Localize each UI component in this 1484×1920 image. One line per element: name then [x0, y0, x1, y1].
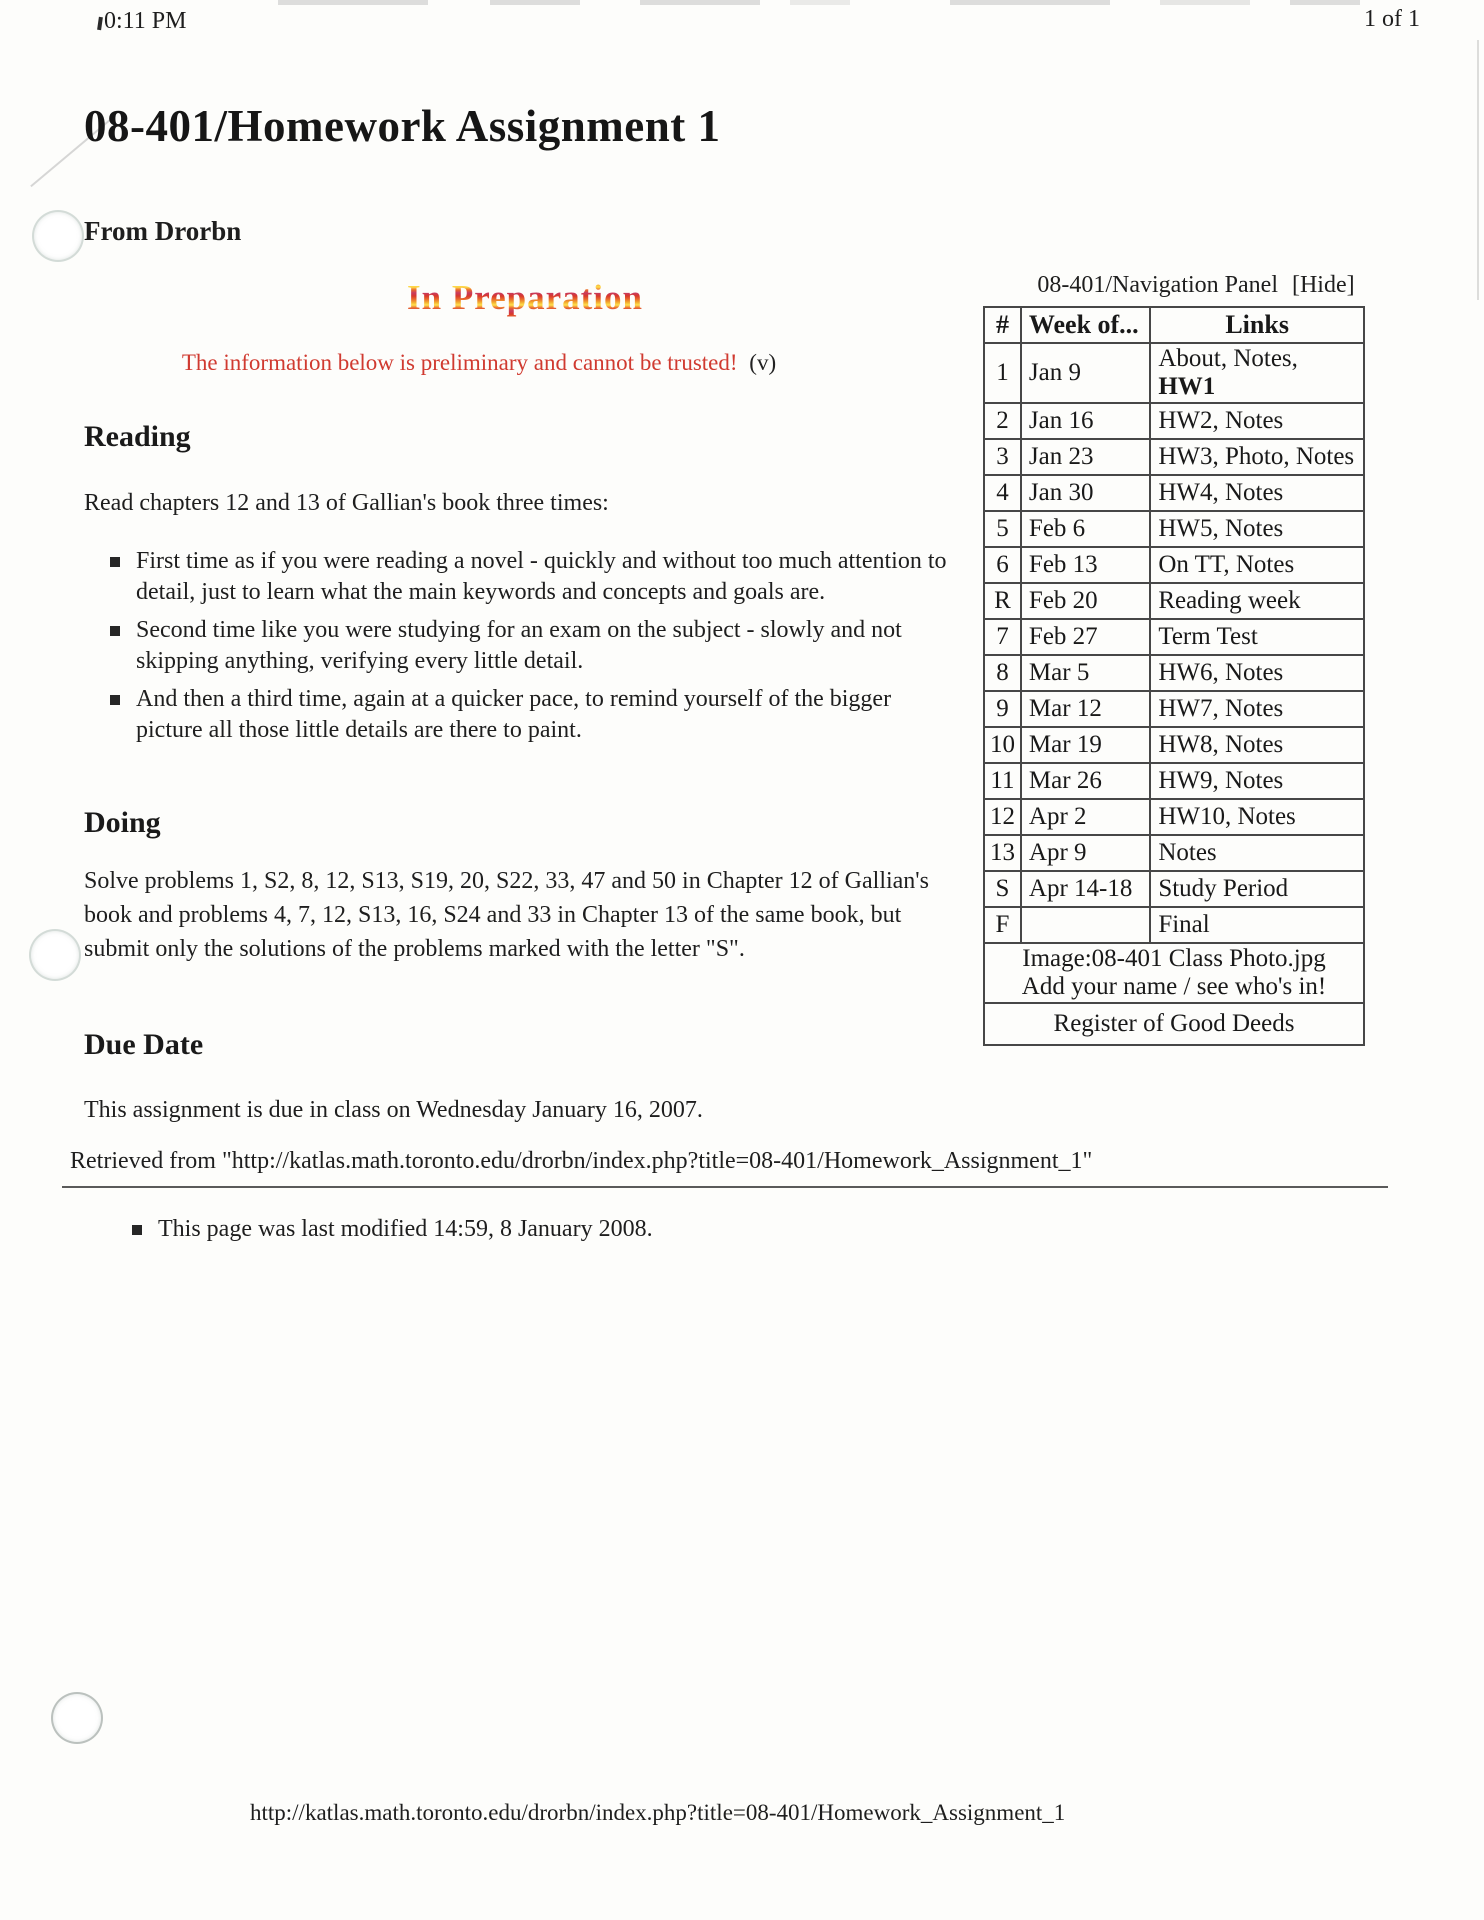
nav-table-row [984, 403, 1364, 439]
nav-table-row [984, 871, 1364, 907]
scan-smudge [278, 0, 428, 5]
class-photo-link: Image:08-401 Class Photo.jpg [1022, 945, 1326, 972]
nav-row-links-bold: HW1 [1158, 373, 1216, 400]
nav-row-links: Study Period [1150, 871, 1364, 907]
reading-bullet-list [110, 546, 960, 753]
nav-table-row [984, 343, 1364, 403]
col-header-week: Week of... [1021, 307, 1150, 343]
bullet-square-icon [132, 1225, 142, 1235]
in-preparation-banner: In Preparation [130, 278, 920, 318]
last-modified-line [132, 1216, 653, 1243]
nav-row-week: Jan 16 [1021, 403, 1150, 439]
hide-toggle: [Hide] [1291, 272, 1355, 298]
nav-row-number: 6 [984, 547, 1021, 583]
nav-table-register-row [984, 1003, 1364, 1045]
nav-row-number: F [984, 907, 1021, 943]
nav-row-number: 13 [984, 835, 1021, 871]
nav-row-links: Reading week [1150, 583, 1364, 619]
nav-table-row [984, 511, 1364, 547]
nav-row-number: 1 [984, 343, 1021, 403]
nav-table-row [984, 583, 1364, 619]
scan-smudge [950, 0, 1110, 5]
nav-row-number: 8 [984, 655, 1021, 691]
nav-row-week: Mar 26 [1021, 763, 1150, 799]
retrieved-from-line: Retrieved from "http://katlas.math.toronto.edu/drorbn/index.php?title=08-401/Homework_Assignment_1" [70, 1148, 1093, 1174]
due-date-heading: Due Date [84, 1028, 204, 1061]
nav-row-week: Mar 5 [1021, 655, 1150, 691]
punch-hole [29, 929, 81, 981]
nav-table-row [984, 475, 1364, 511]
last-modified-text: This page was last modified 14:59, 8 January 2008. [158, 1216, 653, 1242]
reading-intro: Read chapters 12 and 13 of Gallian's book three times: [84, 490, 609, 516]
scan-smudge [1290, 0, 1360, 5]
punch-hole [32, 210, 84, 262]
nav-panel-table [983, 306, 1365, 1046]
nav-row-week [1021, 907, 1150, 943]
nav-row-links: Notes [1150, 835, 1364, 871]
scan-smudge [640, 0, 760, 5]
nav-row-number: 10 [984, 727, 1021, 763]
nav-row-number: 5 [984, 511, 1021, 547]
scan-smudge [790, 0, 850, 5]
nav-row-number: 2 [984, 403, 1021, 439]
nav-table-row [984, 727, 1364, 763]
nav-row-number: 12 [984, 799, 1021, 835]
nav-row-links: Term Test [1150, 619, 1364, 655]
nav-row-number: S [984, 871, 1021, 907]
scan-smudge [490, 0, 580, 5]
nav-row-week: Mar 12 [1021, 691, 1150, 727]
col-header-num: # [984, 307, 1021, 343]
reading-bullet-item: Second time like you were studying for an exam on the subject - slowly and not skipping anything, verifying every little detail. [110, 615, 960, 677]
nav-panel-caption [1000, 272, 1392, 299]
print-timestamp: 0:11 PM [98, 8, 186, 35]
scan-smudge [1160, 0, 1250, 5]
nav-row-number: 7 [984, 619, 1021, 655]
preliminary-warning [64, 350, 894, 376]
print-footer-url: http://katlas.math.toronto.edu/drorbn/index.php?title=08-401/Homework_Assignment_1 [250, 1800, 1066, 1825]
nav-row-week: Jan 30 [1021, 475, 1150, 511]
nav-row-number: R [984, 583, 1021, 619]
nav-table-row [984, 763, 1364, 799]
nav-row-links: HW9, Notes [1150, 763, 1364, 799]
nav-row-links: HW3, Photo, Notes [1150, 439, 1364, 475]
nav-row-week: Apr 2 [1021, 799, 1150, 835]
nav-row-week: Feb 6 [1021, 511, 1150, 547]
nav-table-row [984, 835, 1364, 871]
nav-row-links: HW10, Notes [1150, 799, 1364, 835]
nav-row-links: HW5, Notes [1150, 511, 1364, 547]
nav-table-row [984, 799, 1364, 835]
nav-row-links: HW4, Notes [1150, 475, 1364, 511]
nav-row-links: About, Notes, HW1 [1150, 343, 1364, 403]
nav-row-week: Feb 13 [1021, 547, 1150, 583]
warning-suffix: (v) [749, 350, 777, 375]
nav-panel-title: 08-401/Navigation Panel [1037, 272, 1278, 298]
reading-heading: Reading [84, 420, 191, 453]
nav-row-week: Jan 23 [1021, 439, 1150, 475]
warning-text: The information below is preliminary and cannot be trusted! [181, 350, 738, 375]
nav-row-links: HW2, Notes [1150, 403, 1364, 439]
nav-row-number: 11 [984, 763, 1021, 799]
doing-paragraph: Solve problems 1, S2, 8, 12, S13, S19, 20, S22, 33, 47 and 50 in Chapter 12 of Gallian's book and problems 4, 7, 12, S13, 16, S24 and 33 in Chapter 13 of the same book, but submit only the solutions of the problems marked with the letter "S". [84, 868, 929, 962]
doing-heading: Doing [84, 806, 161, 839]
page-number-indicator: 1 of 1 [1364, 6, 1420, 32]
nav-row-number: 9 [984, 691, 1021, 727]
punch-hole [51, 1692, 103, 1744]
nav-table-header-row [984, 307, 1364, 343]
nav-row-links: HW8, Notes [1150, 727, 1364, 763]
scan-edge-line [1477, 40, 1479, 300]
nav-row-week: Feb 20 [1021, 583, 1150, 619]
horizontal-rule [62, 1186, 1388, 1188]
due-date-paragraph: This assignment is due in class on Wednesday January 16, 2007. [84, 1097, 703, 1123]
nav-row-week: Apr 9 [1021, 835, 1150, 871]
nav-row-links: HW7, Notes [1150, 691, 1364, 727]
nav-table-row [984, 691, 1364, 727]
nav-table-row [984, 907, 1364, 943]
from-line: From Drorbn [84, 216, 242, 246]
nav-table-image-row [984, 943, 1364, 1003]
nav-table-row [984, 439, 1364, 475]
col-header-links: Links [1150, 307, 1364, 343]
add-your-name-link: Add your name / see who's in! [1021, 973, 1327, 1000]
class-photo-cell [984, 943, 1364, 1003]
register-good-deeds-cell: Register of Good Deeds [984, 1003, 1364, 1045]
nav-row-week: Feb 27 [1021, 619, 1150, 655]
nav-row-links: On TT, Notes [1150, 547, 1364, 583]
nav-table-row [984, 547, 1364, 583]
nav-row-number: 4 [984, 475, 1021, 511]
page-title: 08-401/Homework Assignment 1 [84, 101, 721, 151]
nav-row-week: Jan 9 [1021, 343, 1150, 403]
reading-bullet-item: First time as if you were reading a novel - quickly and without too much attention to detail, just to learn what the main keywords and concepts and goals are. [110, 546, 960, 608]
nav-row-number: 3 [984, 439, 1021, 475]
nav-row-links: Final [1150, 907, 1364, 943]
nav-row-links: HW6, Notes [1150, 655, 1364, 691]
reading-bullet-item: And then a third time, again at a quicker pace, to remind yourself of the bigger picture all those little details are there to paint. [110, 684, 960, 746]
nav-table-row [984, 655, 1364, 691]
nav-table-row [984, 619, 1364, 655]
nav-row-week: Apr 14-18 [1021, 871, 1150, 907]
nav-row-week: Mar 19 [1021, 727, 1150, 763]
